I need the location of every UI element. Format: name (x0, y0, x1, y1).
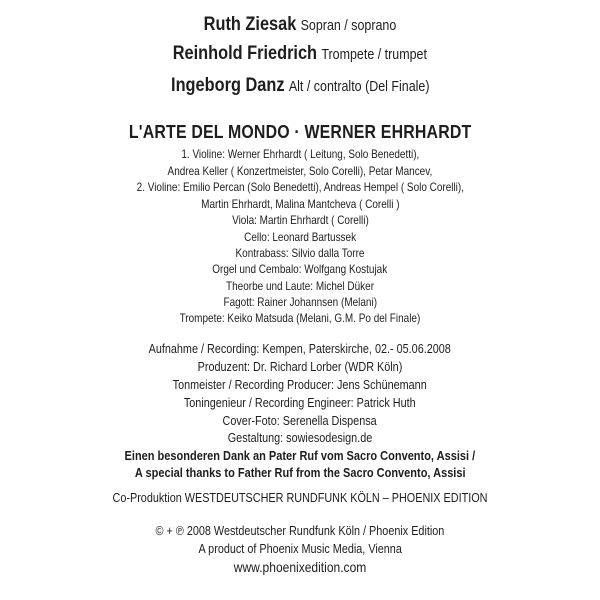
orchestra-line-text: Viola: Martin Ehrhardt ( Corelli) (231, 214, 369, 227)
orchestra-line (0, 280, 600, 293)
orchestra-line-text: Martin Ehrhardt, Malina Mantcheva ( Corelli ) (200, 198, 400, 211)
credit-line (0, 342, 600, 356)
orchestra-line (0, 148, 600, 161)
orchestra-line-text: Fagott: Rainer Johannsen (Melani) (223, 296, 377, 309)
soloist-name: Ingeborg Danz (170, 75, 285, 96)
soloist-line (0, 14, 600, 36)
credit-line (0, 431, 600, 445)
credit-line-text: Produzent: Dr. Richard Lorber (WDR Köln) (197, 360, 403, 374)
product-text: A product of Phoenix Music Media, Vienna (198, 542, 402, 556)
thanks-line-german (0, 448, 600, 463)
credit-line-text: Tonmeister / Recording Producer: Jens Schünemann (172, 378, 428, 392)
soloist-line (0, 75, 600, 97)
orchestra-line-text: 1. Violine: Werner Ehrhardt ( Leitung, Solo Benedetti), (181, 148, 419, 161)
credit-line-text: Cover-Foto: Serenella Dispensa (222, 414, 378, 428)
orchestra-line (0, 296, 600, 309)
orchestra-line (0, 263, 600, 276)
soloist-role: Alt / contralto (Del Finale) (288, 79, 430, 95)
credit-line-text: Toningenieur / Recording Engineer: Patrick Huth (184, 396, 416, 410)
ensemble-title-text: L'ARTE DEL MONDO · WERNER EHRHARDT (128, 121, 472, 142)
orchestra-line (0, 198, 600, 211)
credit-line (0, 414, 600, 428)
thanks-text: Einen besonderen Dank an Pater Ruf vom Sacro Convento, Assisi / (124, 448, 476, 463)
website-line (0, 559, 600, 575)
soloist-role: Trompete / trumpet (321, 47, 428, 63)
copyright-line (0, 524, 600, 538)
orchestra-line-text: Cello: Leonard Bartussek (244, 231, 356, 244)
orchestra-line (0, 165, 600, 178)
soloist-name: Ruth Ziesak (203, 14, 297, 35)
credit-line (0, 360, 600, 374)
orchestra-line (0, 181, 600, 194)
website-link[interactable]: www.phoenixedition.com (233, 559, 367, 575)
orchestra-line-text: Theorbe und Laute: Michel Düker (225, 280, 374, 293)
orchestra-line-text: Trompete: Keiko Matsuda (Melani, G.M. Po del Finale) (179, 312, 421, 325)
ensemble-title (0, 121, 600, 143)
coproduction-text: Co-Produktion WESTDEUTSCHER RUNDFUNK KÖLN – PHOENIX EDITION (112, 491, 488, 505)
orchestra-line-text: 2. Violine: Emilio Percan (Solo Benedetti), Andreas Hempel ( Solo Corelli), (136, 181, 464, 194)
credit-line-text: Gestaltung: sowiesodesign.de (227, 431, 373, 445)
orchestra-line (0, 247, 600, 260)
orchestra-line-text: Orgel und Cembalo: Wolfgang Kostujak (212, 263, 388, 276)
soloist-role: Sopran / soprano (300, 18, 397, 34)
thanks-text: A special thanks to Father Ruf from the Sacro Convento, Assisi (134, 465, 466, 480)
orchestra-line (0, 214, 600, 227)
copyright-text: © + ℗ 2008 Westdeutscher Rundfunk Köln / Phoenix Edition (155, 524, 445, 538)
orchestra-line-text: Andrea Keller ( Konzertmeister, Solo Corelli), Petar Mancev, (167, 165, 433, 178)
credit-line-text: Aufnahme / Recording: Kempen, Paterskirche, 02.- 05.06.2008 (148, 342, 452, 356)
credit-line (0, 396, 600, 410)
orchestra-line-text: Kontrabass: Silvio dalla Torre (235, 247, 365, 260)
credit-line (0, 378, 600, 392)
coproduction-line (0, 491, 600, 505)
soloist-line (0, 43, 600, 65)
soloist-name: Reinhold Friedrich (172, 43, 318, 64)
orchestra-line (0, 312, 600, 325)
orchestra-line (0, 231, 600, 244)
product-line (0, 542, 600, 556)
thanks-line-english (0, 465, 600, 480)
